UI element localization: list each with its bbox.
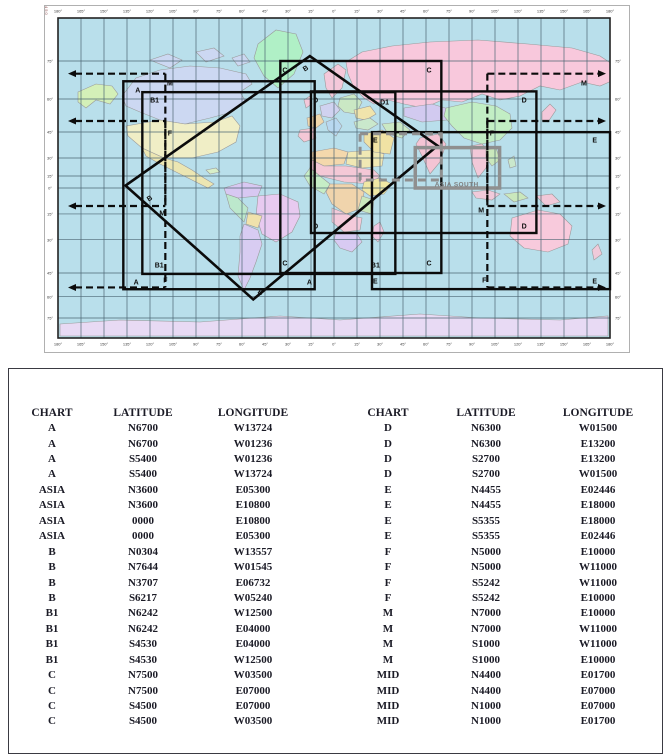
table-cell: N7000 — [471, 607, 501, 620]
table-cell: F — [384, 561, 392, 574]
table-row — [357, 621, 643, 636]
table-cell: E06732 — [235, 576, 271, 589]
table-cell: N3600 — [128, 499, 158, 512]
table-cell: W01236 — [233, 437, 273, 450]
chart-label: E — [373, 278, 378, 286]
table-cell: B — [48, 576, 56, 589]
table-row — [357, 683, 643, 698]
table-cell: E10000 — [580, 607, 616, 620]
table-row — [23, 420, 301, 435]
table-cell: E — [384, 530, 392, 543]
table-cell: N6242 — [128, 607, 158, 620]
table-cell: W11000 — [579, 622, 617, 635]
map-corner-marks: 450 — [44, 6, 49, 16]
graticule-tick-label: 135° — [122, 8, 132, 14]
table-cell: F — [384, 591, 392, 604]
chart-label: ASIA SOUTH — [434, 181, 479, 189]
graticule-tick-label: 75° — [614, 58, 622, 64]
table-cell: 0000 — [132, 514, 154, 527]
table-cell: ASIA — [38, 499, 66, 512]
graticule-tick-label: 0° — [332, 8, 336, 14]
graticule-tick-label: 75° — [46, 315, 54, 321]
table-row — [23, 451, 301, 466]
table-row — [23, 621, 301, 636]
chart-label: D — [521, 97, 527, 105]
graticule-tick-label: 15° — [307, 8, 315, 14]
table-cell: E07000 — [580, 684, 616, 697]
chart-label: D1 — [380, 99, 390, 107]
table-cell: N4455 — [471, 499, 501, 512]
table-cell: M — [382, 653, 394, 666]
table-cell: F — [384, 545, 392, 558]
table-row — [357, 667, 643, 682]
graticule-tick-label: 45° — [46, 270, 54, 276]
table-row — [357, 590, 643, 605]
table-cell: E18000 — [580, 499, 616, 512]
table-cell: B1 — [45, 653, 59, 666]
table-row — [357, 436, 643, 451]
table-cell: E — [384, 483, 392, 496]
table-cell: E01700 — [580, 669, 616, 682]
graticule-tick-label: 105° — [168, 8, 178, 14]
table-cell: 0000 — [132, 530, 154, 543]
table-cell: N6300 — [471, 437, 501, 450]
table-row — [357, 606, 643, 621]
graticule-tick-label: 45° — [261, 8, 269, 14]
table-cell: D — [384, 453, 392, 466]
table-cell: E04000 — [235, 622, 271, 635]
chart-label: A — [135, 87, 141, 95]
graticule-tick-label: 60° — [614, 294, 622, 300]
graticule-tick-label: 45° — [261, 341, 269, 347]
chart-label: F — [167, 130, 173, 138]
column-header: LATITUDE — [456, 406, 516, 419]
table-row — [23, 467, 301, 482]
graticule-tick-label: 180° — [53, 8, 63, 14]
table-cell: A — [48, 468, 56, 481]
graticule-tick-label: 60° — [46, 294, 54, 300]
table-cell: W13724 — [233, 468, 273, 481]
chart-label: C — [426, 260, 432, 268]
table-cell: S5355 — [471, 514, 501, 527]
table-cell: W01545 — [233, 561, 273, 574]
graticule-tick-label: 30° — [284, 341, 292, 347]
table-cell: N7500 — [128, 684, 158, 697]
table-cell: S5242 — [471, 576, 501, 589]
table-cell: E18000 — [580, 514, 616, 527]
table-cell: C — [48, 684, 56, 697]
graticule-tick-label: 15° — [614, 211, 622, 217]
graticule-tick-label: 90° — [192, 8, 200, 14]
table-cell: N4400 — [471, 684, 501, 697]
table-cell: E02446 — [580, 530, 616, 543]
table-cell: F — [384, 576, 392, 589]
chart-label: B1 — [154, 262, 164, 270]
graticule-tick-label: 135° — [536, 341, 546, 347]
table-cell: S5355 — [471, 530, 501, 543]
table-row — [23, 559, 301, 574]
table-row — [357, 637, 643, 652]
graticule-tick-label: 15° — [353, 341, 361, 347]
table-cell: N1000 — [471, 715, 501, 728]
column-header: LATITUDE — [113, 406, 173, 419]
table-row — [23, 637, 301, 652]
table-cell: N4400 — [471, 669, 501, 682]
table-cell: W01500 — [578, 468, 618, 481]
chart-table-left — [23, 405, 301, 729]
table-cell: E04000 — [235, 638, 271, 651]
table-cell: N5000 — [471, 561, 501, 574]
table-cell: N5000 — [471, 545, 501, 558]
table-row — [357, 714, 643, 729]
table-cell: W03500 — [233, 715, 273, 728]
table-cell: D — [384, 422, 392, 435]
table-cell: S5400 — [128, 468, 158, 481]
graticule-tick-label: 30° — [614, 155, 622, 161]
world-map — [0, 0, 671, 362]
table-cell: ASIA — [38, 483, 66, 496]
table-header-row — [357, 405, 643, 420]
chart-table-right — [357, 405, 643, 729]
graticule-tick-label: 60° — [614, 96, 622, 102]
table-cell: W13557 — [233, 545, 273, 558]
table-row — [23, 714, 301, 729]
graticule-tick-label: 90° — [192, 341, 200, 347]
table-cell: N7644 — [128, 561, 158, 574]
table-row — [357, 467, 643, 482]
graticule-tick-label: 0° — [48, 185, 52, 191]
table-row — [23, 498, 301, 513]
table-row — [357, 451, 643, 466]
table-cell: N3707 — [128, 576, 158, 589]
graticule-tick-label: 0° — [332, 341, 336, 347]
table-cell: B1 — [45, 622, 59, 635]
table-cell: E02446 — [580, 483, 616, 496]
table-cell: B1 — [45, 607, 59, 620]
table-cell: B1 — [45, 638, 59, 651]
table-cell: W01236 — [233, 453, 273, 466]
table-cell: E — [384, 514, 392, 527]
table-cell: W03500 — [233, 669, 273, 682]
chart-label: F — [163, 277, 168, 285]
table-cell: W11000 — [579, 561, 617, 574]
graticule-tick-label: 45° — [614, 129, 622, 135]
graticule-tick-label: 60° — [238, 8, 246, 14]
graticule-tick-label: 15° — [46, 211, 54, 217]
table-row — [357, 652, 643, 667]
graticule-tick-label: 150° — [99, 341, 109, 347]
table-row — [357, 559, 643, 574]
table-cell: E05300 — [235, 530, 271, 543]
table-cell: S1000 — [471, 638, 501, 651]
table-cell: C — [48, 669, 56, 682]
table-row — [23, 482, 301, 497]
table-cell: W13724 — [233, 422, 273, 435]
table-cell: ASIA — [38, 514, 66, 527]
column-header: LONGITUDE — [562, 406, 634, 419]
table-row — [23, 683, 301, 698]
table-cell: S4500 — [128, 700, 158, 713]
table-cell: S1000 — [471, 653, 501, 666]
chart-label: M — [159, 210, 166, 218]
graticule-tick-label: 60° — [238, 341, 246, 347]
world-map-figure — [0, 0, 671, 362]
table-cell: MID — [376, 669, 400, 682]
chart-label: E — [592, 278, 597, 286]
chart-label: A — [133, 279, 139, 287]
graticule-tick-label: 75° — [46, 58, 54, 64]
table-cell: E07000 — [235, 700, 271, 713]
table-cell: S5242 — [471, 591, 501, 604]
table-cell: E13200 — [580, 453, 616, 466]
table-cell: N4455 — [471, 483, 501, 496]
table-cell: ASIA — [38, 530, 66, 543]
table-cell: N6700 — [128, 437, 158, 450]
table-cell: M — [382, 622, 394, 635]
graticule-tick-label: 45° — [614, 270, 622, 276]
table-cell: E10800 — [235, 514, 271, 527]
table-cell: E10000 — [580, 591, 616, 604]
table-cell: A — [48, 453, 56, 466]
table-cell: S4500 — [128, 715, 158, 728]
table-cell: W05240 — [233, 591, 273, 604]
graticule-tick-label: 105° — [490, 8, 500, 14]
table-cell: N7000 — [471, 622, 501, 635]
graticule-tick-label: 135° — [536, 8, 546, 14]
graticule-tick-label: 30° — [46, 237, 54, 243]
graticule-tick-label: 120° — [145, 341, 155, 347]
table-cell: N1000 — [471, 700, 501, 713]
table-cell: W11000 — [579, 576, 617, 589]
table-cell: E05300 — [235, 483, 271, 496]
table-row — [23, 652, 301, 667]
table-row — [23, 698, 301, 713]
graticule-tick-label: 30° — [614, 237, 622, 243]
graticule-tick-label: 150° — [559, 8, 569, 14]
graticule-tick-label: 45° — [46, 129, 54, 135]
chart-label: B1 — [150, 97, 160, 105]
graticule-tick-label: 60° — [422, 8, 430, 14]
graticule-tick-label: 150° — [99, 8, 109, 14]
graticule-tick-label: 150° — [559, 341, 569, 347]
table-cell: S4530 — [128, 653, 158, 666]
graticule-tick-label: 90° — [468, 341, 476, 347]
graticule-tick-label: 120° — [513, 8, 523, 14]
table-cell: E01700 — [580, 715, 616, 728]
chart-label: A — [306, 279, 312, 287]
graticule-tick-label: 60° — [422, 341, 430, 347]
table-row — [23, 436, 301, 451]
table-row — [357, 498, 643, 513]
chart-label: M — [581, 80, 587, 88]
table-cell: N0304 — [128, 545, 158, 558]
graticule-tick-label: 120° — [145, 8, 155, 14]
table-row — [357, 544, 643, 559]
table-cell: N3600 — [128, 483, 158, 496]
table-cell: C — [48, 700, 56, 713]
chart-label: C — [282, 67, 288, 75]
table-cell: E10000 — [580, 653, 616, 666]
chart-label: D — [313, 223, 319, 231]
table-row — [23, 513, 301, 528]
table-row — [23, 529, 301, 544]
table-cell: N6700 — [128, 422, 158, 435]
column-header: CHART — [367, 406, 409, 419]
table-cell: A — [48, 437, 56, 450]
table-cell: S5400 — [128, 453, 158, 466]
table-cell: S6217 — [128, 591, 158, 604]
table-cell: D — [384, 468, 392, 481]
table-cell: S4530 — [128, 638, 158, 651]
graticule-tick-label: 165° — [76, 8, 86, 14]
table-row — [357, 482, 643, 497]
table-cell: E07000 — [235, 684, 271, 697]
table-cell: D — [384, 437, 392, 450]
column-header: CHART — [31, 406, 73, 419]
graticule-tick-label: 30° — [46, 155, 54, 161]
table-row — [357, 529, 643, 544]
table-cell: N7500 — [128, 669, 158, 682]
table-row — [23, 575, 301, 590]
table-cell: E10000 — [580, 545, 616, 558]
graticule-tick-label: 15° — [307, 341, 315, 347]
table-cell: E10800 — [235, 499, 271, 512]
table-cell: M — [382, 638, 394, 651]
column-header: LONGITUDE — [217, 406, 289, 419]
table-cell: S2700 — [471, 453, 501, 466]
table-row — [23, 606, 301, 621]
graticule-tick-label: 30° — [284, 8, 292, 14]
table-cell: N6300 — [471, 422, 501, 435]
table-cell: C — [48, 715, 56, 728]
chart-label: B1 — [370, 262, 380, 270]
chart-label: B — [145, 194, 155, 204]
table-cell: S2700 — [471, 468, 501, 481]
table-cell: M — [382, 607, 394, 620]
table-cell: A — [48, 422, 56, 435]
chart-label: D — [313, 97, 319, 105]
graticule-tick-label: 75° — [215, 341, 223, 347]
chart-label: C — [282, 260, 288, 268]
table-cell: W12500 — [233, 607, 273, 620]
graticule-tick-label: 105° — [490, 341, 500, 347]
table-cell: B — [48, 561, 56, 574]
chart-label: B — [256, 288, 265, 298]
graticule-tick-label: 120° — [513, 341, 523, 347]
table-row — [357, 420, 643, 435]
chart-label: F — [489, 130, 495, 138]
graticule-tick-label: 30° — [376, 8, 384, 14]
table-row — [23, 544, 301, 559]
graticule-tick-label: 15° — [46, 173, 54, 179]
table-cell: E13200 — [580, 437, 616, 450]
graticule-tick-label: 30° — [376, 341, 384, 347]
table-header-row — [23, 405, 301, 420]
graticule-tick-label: 45° — [399, 341, 407, 347]
graticule-tick-label: 135° — [122, 341, 132, 347]
chart-label: B — [302, 64, 311, 73]
graticule-tick-label: 15° — [353, 8, 361, 14]
table-cell: MID — [376, 700, 400, 713]
graticule-tick-label: 105° — [168, 341, 178, 347]
chart-label: M — [167, 80, 173, 88]
chart-coordinates-box — [8, 368, 663, 754]
table-cell: W11000 — [579, 638, 617, 651]
graticule-tick-label: 180° — [605, 341, 615, 347]
table-cell: B — [48, 591, 56, 604]
graticule-tick-label: 45° — [399, 8, 407, 14]
table-cell: MID — [376, 684, 400, 697]
table-row — [357, 698, 643, 713]
table-cell: E07000 — [580, 700, 616, 713]
chart-label: M — [478, 207, 485, 215]
graticule-tick-label: 15° — [614, 173, 622, 179]
graticule-tick-label: 75° — [445, 341, 453, 347]
chart-label: E — [592, 137, 597, 145]
graticule-tick-label: 75° — [614, 315, 622, 321]
chart-label: C — [426, 67, 432, 75]
table-cell: E — [384, 499, 392, 512]
graticule-tick-label: 60° — [46, 96, 54, 102]
graticule-tick-label: 0° — [616, 185, 620, 191]
table-cell: N6242 — [128, 622, 158, 635]
table-cell: B — [48, 545, 56, 558]
graticule-tick-label: 75° — [445, 8, 453, 14]
table-cell: W01500 — [578, 422, 618, 435]
table-row — [357, 513, 643, 528]
chart-label: D — [521, 223, 527, 231]
chart-label: F — [482, 277, 487, 285]
table-row — [23, 667, 301, 682]
graticule-tick-label: 90° — [468, 8, 476, 14]
table-row — [23, 590, 301, 605]
table-cell: W12500 — [233, 653, 273, 666]
graticule-tick-label: 180° — [53, 341, 63, 347]
chart-label: E — [373, 137, 378, 145]
graticule-tick-label: 165° — [582, 341, 592, 347]
graticule-tick-label: 165° — [76, 341, 86, 347]
graticule-tick-label: 165° — [582, 8, 592, 14]
graticule-tick-label: 75° — [215, 8, 223, 14]
graticule-tick-label: 180° — [605, 8, 615, 14]
table-row — [357, 575, 643, 590]
table-cell: MID — [376, 715, 400, 728]
